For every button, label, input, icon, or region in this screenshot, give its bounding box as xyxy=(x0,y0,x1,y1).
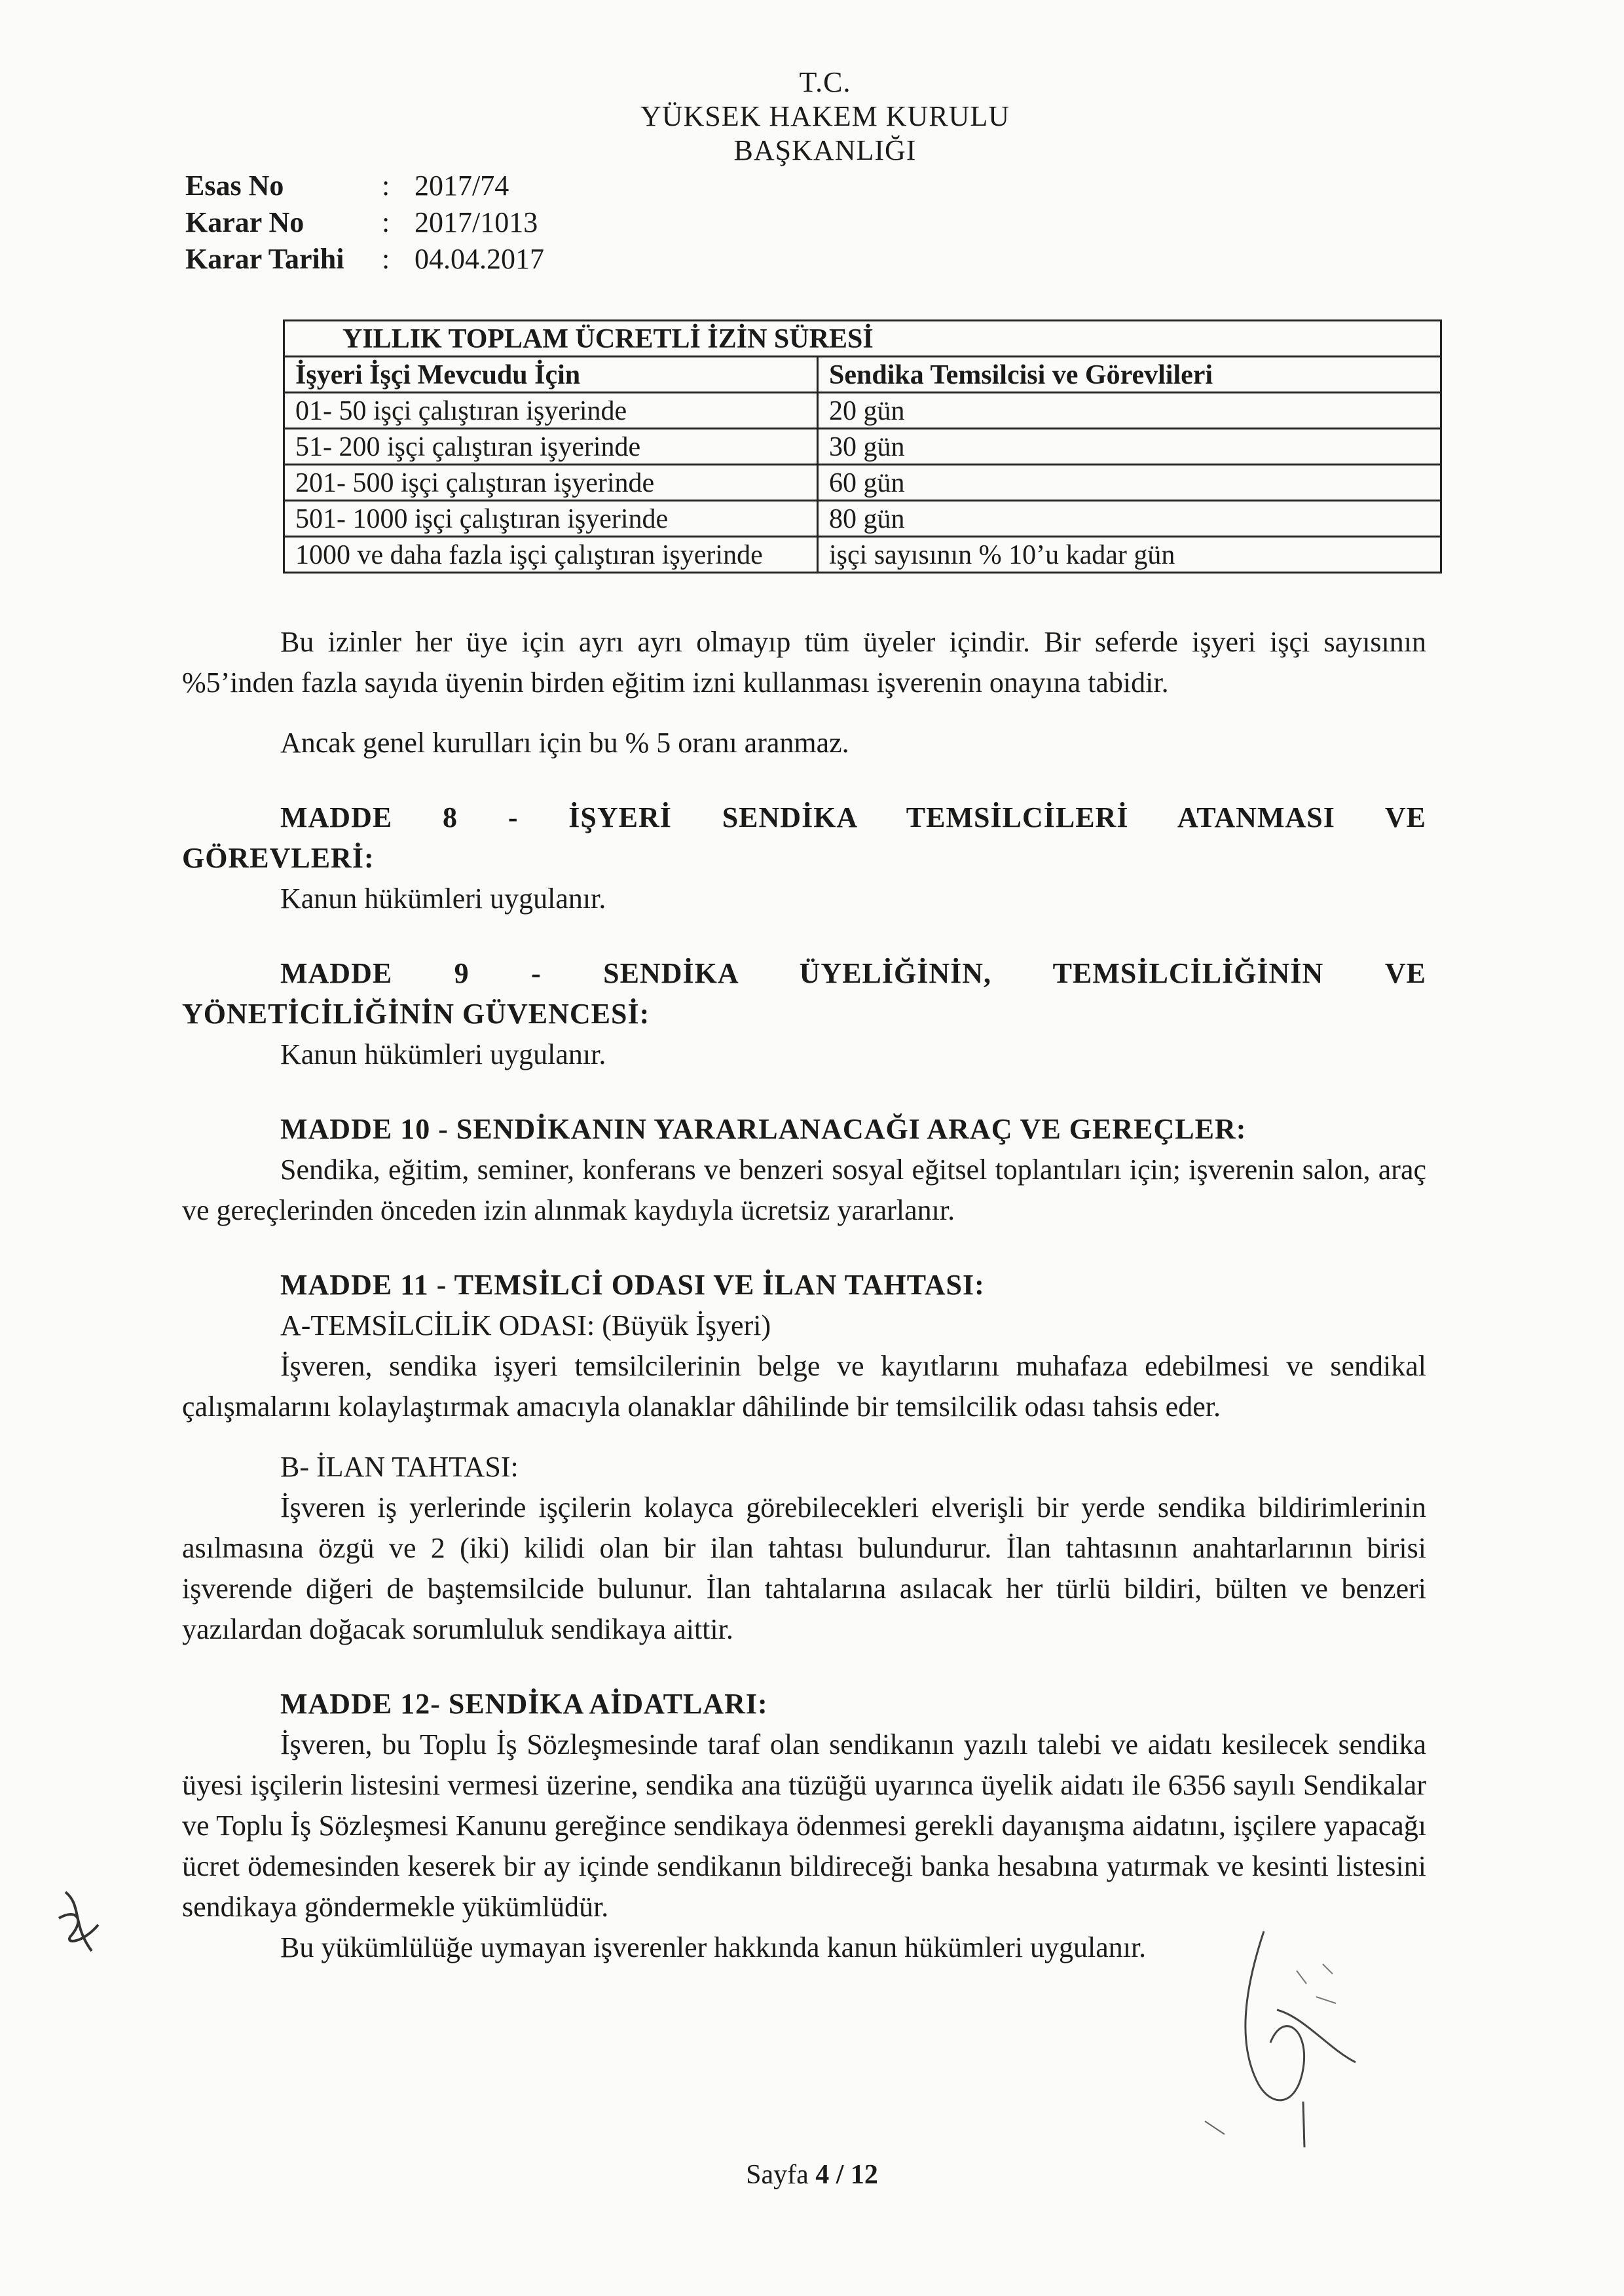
table-cell-workforce: 51- 200 işçi çalıştıran işyerinde xyxy=(284,429,818,465)
paid-leave-table xyxy=(283,319,1442,574)
article-9-body: Kanun hükümleri uygulanır. xyxy=(280,1038,606,1070)
meta-colon: : xyxy=(382,206,390,238)
page-number-separator: / xyxy=(829,2160,851,2190)
article-11-subhead-b: B- İLAN TAHTASI: xyxy=(280,1451,519,1483)
meta-colon: : xyxy=(382,243,390,275)
article-10-title: MADDE 10 - SENDİKANIN YARARLANACAĞI ARAÇ VE GEREÇLER: xyxy=(280,1113,1247,1145)
case-metadata xyxy=(185,168,585,278)
initial-mark-icon xyxy=(46,1879,111,1964)
article-11-title: MADDE 11 - TEMSİLCİ ODASI VE İLAN TAHTASI: xyxy=(280,1269,985,1301)
header-line-institution: YÜKSEK HAKEM KURULU xyxy=(640,100,1010,132)
table-cell-workforce: 1000 ve daha fazla işçi çalıştıran işyerinde xyxy=(284,537,818,573)
meta-row-decision-date xyxy=(185,241,585,278)
article-9-title: MADDE 9 - SENDİKA ÜYELİĞİNİN, TEMSİLCİLİĞİNİN VE xyxy=(280,957,1426,989)
header-line-office: BAŞKANLIĞI xyxy=(733,134,917,166)
meta-row-case-no xyxy=(185,168,585,204)
table-header-row xyxy=(284,357,1441,393)
header-line-tc: T.C. xyxy=(799,66,851,98)
page-number-current: 4 xyxy=(815,2160,830,2190)
article-12-title: MADDE 12- SENDİKA AİDATLARI: xyxy=(280,1688,768,1720)
table-row xyxy=(284,429,1441,465)
article-8-title: MADDE 8 - İŞYERİ SENDİKA TEMSİLCİLERİ ATANMASI VE xyxy=(280,801,1426,833)
meta-value: 2017/74 xyxy=(415,170,509,202)
paragraph-general-assembly: Ancak genel kurulları için bu % 5 oranı aranmaz. xyxy=(280,727,849,759)
table-row xyxy=(284,537,1441,573)
table-cell-duration: 80 gün xyxy=(818,501,1441,537)
meta-row-decision-no xyxy=(185,204,585,241)
table-row xyxy=(284,465,1441,501)
article-11-body-a: İşveren, sendika işyeri temsilcilerinin belge ve kayıtlarını muhafaza edebilmesi ve sendikal çalışmalarını kolaylaştırmak amacıyla olanaklar dâhilinde bir temsilcilik odası tahsis eder. xyxy=(182,1350,1426,1423)
article-8-title-cont: GÖREVLERİ: xyxy=(182,842,375,874)
table-cell-workforce: 201- 500 işçi çalıştıran işyerinde xyxy=(284,465,818,501)
paragraph-leave-note: Bu izinler her üye için ayrı ayrı olmayıp tüm üyeler içindir. Bir seferde işyeri işçi sayısının %5’inden fazla sayıda üyenin birden eğitim izni kullanması işverenin onayına tabidir. xyxy=(182,626,1426,699)
article-8-body: Kanun hükümleri uygulanır. xyxy=(280,883,606,915)
table-cell-duration: 30 gün xyxy=(818,429,1441,465)
table-cell-duration: 20 gün xyxy=(818,393,1441,429)
signature-icon xyxy=(1166,1912,1414,2160)
table-cell-workforce: 01- 50 işçi çalıştıran işyerinde xyxy=(284,393,818,429)
meta-label: Karar Tarihi xyxy=(185,243,344,275)
table-cell-workforce: 501- 1000 işçi çalıştıran işyerinde xyxy=(284,501,818,537)
table-header-workforce: İşyeri İşçi Mevcudu İçin xyxy=(284,357,818,393)
article-11-body-b: İşveren iş yerlerinde işçilerin kolayca görebilecekleri elverişli bir yerde sendika bildirimlerinin asılmasına özgü ve 2 (iki) kilidi olan bir ilan tahtası bulundurur. İlan tahtasının anahtarlarının birisi işverende diğeri de baştemsilcide bulunur. İlan tahtalarına asılacak her türlü bildiri, bülten ve benzeri yazılardan doğacak sorumluluk sendikaya aittir. xyxy=(182,1491,1426,1645)
table-cell-duration: işçi sayısının % 10’u kadar gün xyxy=(818,537,1441,573)
table-cell-duration: 60 gün xyxy=(818,465,1441,501)
table-row xyxy=(284,501,1441,537)
page-number-prefix: Sayfa xyxy=(746,2160,816,2190)
article-12-body: İşveren, bu Toplu İş Sözleşmesinde taraf olan sendikanın yazılı talebi ve aidatı kesilecek sendika üyesi işçilerin listesini vermesi üzerine, sendika ana tüzüğü uyarınca üyelik aidatı ile 6356 sayılı Sendikalar ve Toplu İş Sözleşmesi Kanunu gereğince sendikaya ödenmesi gerekli dayanışma aidatını, işçilere yapacağı ücret ödemesinden keserek bir ay içinde sendikanın bildireceği banka hesabına yatırmak ve kesinti listesini sendikaya göndermekle yükümlüdür. xyxy=(182,1728,1426,1923)
table-row xyxy=(284,393,1441,429)
article-11-subhead-a: A-TEMSİLCİLİK ODASI: (Büyük İşyeri) xyxy=(280,1309,771,1341)
table-title-row xyxy=(284,321,1441,357)
meta-label: Karar No xyxy=(185,206,304,238)
meta-value: 2017/1013 xyxy=(415,206,538,238)
meta-value: 04.04.2017 xyxy=(415,243,544,275)
page-footer xyxy=(0,2159,1624,2191)
article-10-body: Sendika, eğitim, seminer, konferans ve benzeri sosyal eğitsel toplantıları için; işverenin salon, araç ve gereçlerinden önceden izin alınmak kaydıyla ücretsiz yararlanır. xyxy=(182,1154,1426,1226)
table-header-representatives: Sendika Temsilcisi ve Görevlileri xyxy=(818,357,1441,393)
institution-header xyxy=(589,65,1061,168)
meta-label: Esas No xyxy=(185,170,284,202)
meta-colon: : xyxy=(382,170,390,202)
document-body xyxy=(182,622,1426,1968)
article-9-title-cont: YÖNETİCİLİĞİNİN GÜVENCESİ: xyxy=(182,998,650,1030)
article-12-body-2: Bu yükümlülüğe uymayan işverenler hakkında kanun hükümleri uygulanır. xyxy=(280,1931,1147,1963)
table-title: YILLIK TOPLAM ÜCRETLİ İZİN SÜRESİ xyxy=(284,321,1441,357)
page-number-total: 12 xyxy=(850,2160,878,2190)
